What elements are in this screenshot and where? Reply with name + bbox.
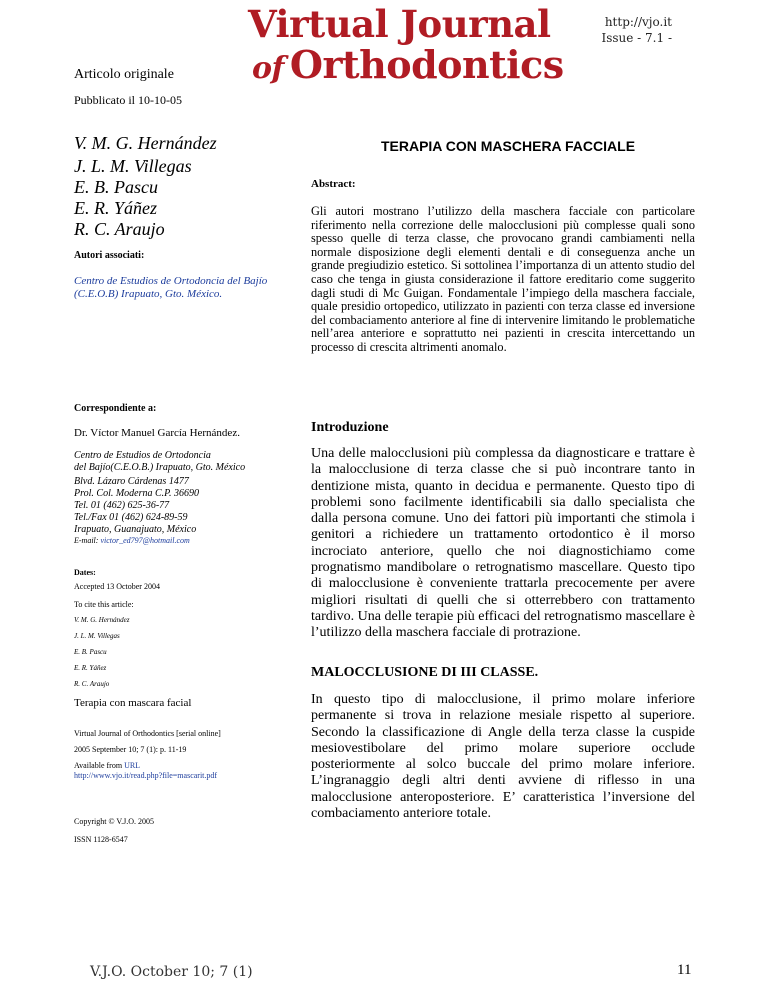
page-number: 11 — [677, 962, 692, 978]
abstract-text: Gli autori mostrano l’utilizzo della maschera facciale con particolare riferimento nella correzione delle malocclusioni più complesse quali sono spesso quelle di terza classe, che provocano grandi cambiamenti nella normale disposizione degli elementi dentali e di conseguenza anche un grande pregiudizio estetico. Si sottolinea l’importanza di un attento studio del caso che tenga in giusta considerazione il fattore ereditario come suggerito dagli studi di Mc Guigan. Fondamentale l’impiego della maschera facciale, quale presidio ortopedico, utilizzato in pazienti con terza classe ed inversione del combaciamento anteriore al fine di intervenire limitando le problematiche nell’area anteriore e soprattutto nei pazienti in crescita intercettando un processo di crescita altrimenti anomalo. — [311, 204, 695, 354]
cite-volume: 2005 September 10; 7 (1): p. 11-19 — [74, 745, 187, 754]
cite-author: V. M. G. Hernández — [74, 616, 130, 624]
journal-title-line1: Virtual Journal — [248, 2, 551, 46]
correspondence-city: Irapuato, Guanajuato, México — [74, 524, 197, 535]
email-label: E-mail: — [74, 536, 99, 545]
main-author: V. M. G. Hernández — [74, 133, 217, 153]
available-url[interactable]: http://www.vjo.it/read.php?file=mascarit.pdf — [74, 771, 218, 780]
cite-author: J. L. M. Villegas — [74, 632, 120, 640]
intro-heading: Introduzione — [311, 420, 389, 435]
published-date: Pubblicato il 10-10-05 — [74, 93, 182, 107]
issn: ISSN 1128-6547 — [74, 835, 128, 844]
article-title: TERAPIA CON MASCHERA FACCIALE — [380, 138, 636, 154]
journal-title-line2 — [252, 42, 564, 87]
available-label: Available from — [74, 761, 123, 770]
accepted-date: Accepted 13 October 2004 — [74, 582, 160, 591]
coauthors — [74, 156, 192, 240]
article-type: Articolo originale — [74, 67, 174, 82]
address-line: Prol. Col. Moderna C.P. 36690 — [74, 488, 200, 499]
issue-number: Issue - 7.1 - — [601, 31, 672, 45]
address-line: Tel./Fax 01 (462) 624-89-59 — [74, 512, 188, 523]
available-url-link[interactable]: URL — [124, 761, 141, 770]
centre-line: Centro de Estudios de Ortodoncia — [74, 450, 211, 461]
journal-url: http://vjo.it — [604, 15, 672, 29]
copyright: Copyright © V.J.O. 2005 — [74, 817, 155, 826]
intro-text: Una delle malocclusioni più complessa da diagnosticare e trattare è la malocclusione di terza classe che si può incontrare tanto in dentizione mista, quanto in decidua e permanente. Questo tipo di problemi sono facilmente identificabili sia dallo specialista che dalla persona comune. Uno dei fattori più importanti che stimola i genitori a richiedere un trattamento ortodontico è il morso incrociato anteriore, quello che noi diagnostichiamo come prognatismo mandibolare o retrognatismo mascellare. Questo tipo di malocclusione è conveniente trattarla precocemente per avere migliori risultati di quelli che si otterrebbero con trattamento tardivo. Una delle terapie più efficaci del retrognatismo mascellare è l’utilizzo della maschera facciale di protrazione. — [311, 446, 695, 641]
cite-author: E. B. Pascu — [74, 648, 107, 656]
dates-label: Dates: — [74, 568, 96, 577]
coauthor: J. L. M. Villegas — [74, 156, 192, 176]
correspondence-centre — [74, 450, 245, 474]
section2-text: In questo tipo di malocclusione, il primo molare inferiore permanente si trova in relazione mesiale rispetto al superiore. Secondo la classificazione di Angle della terza classe la cuspide mesiovestibolare del primo molare superiore occlude posteriormente al solco buccale del primo molare inferiore. L’ingranaggio degli altri denti avviene di riflesso in una malocclusione anteroposteriore. E’ caratteristica l’inversione del combaciamento anteriore totale. — [311, 692, 695, 822]
correspondence-email — [74, 536, 190, 545]
cite-author: R. C. Araujo — [74, 680, 110, 688]
abstract-label: Abstract: — [311, 178, 356, 190]
email-link[interactable]: victor_ed797@hotmail.com — [100, 536, 190, 545]
address-line: Blvd. Lázaro Cárdenas 1477 — [74, 476, 189, 487]
coauthor: E. R. Yáñez — [74, 198, 157, 218]
coauthor: R. C. Araujo — [74, 219, 165, 239]
journal-title-orthodontics: Orthodontics — [289, 42, 564, 87]
to-cite-label: To cite this article: — [74, 600, 134, 609]
correspondence-address — [74, 476, 199, 524]
section2-heading: MALOCCLUSIONE DI III CLASSE. — [311, 665, 539, 680]
associated-authors-label: Autori associati: — [74, 250, 145, 261]
journal-title-of: of — [252, 51, 284, 86]
coauthor: E. B. Pascu — [74, 177, 158, 197]
footer-citation: V.J.O. October 10; 7 (1) — [90, 964, 253, 980]
cite-journal: Virtual Journal of Orthodontics [serial online] — [74, 729, 221, 738]
correspondence-name: Dr. Víctor Manuel García Hernández. — [74, 427, 240, 439]
centre-line: del Bajío(C.E.O.B.) Irapuato, Gto. México — [74, 462, 246, 473]
correspondence-label: Correspondiente a: — [74, 403, 157, 414]
cite-author: E. R. Yáñez — [74, 664, 107, 672]
affiliation: Centro de Estudios de Ortodoncia del Bajío (C.E.O.B) Irapuato, Gto. México. — [74, 275, 268, 300]
available-from — [74, 761, 294, 781]
address-line: Tel. 01 (462) 625-36-77 — [74, 500, 170, 511]
cite-title: Terapia con mascara facial — [74, 697, 192, 709]
